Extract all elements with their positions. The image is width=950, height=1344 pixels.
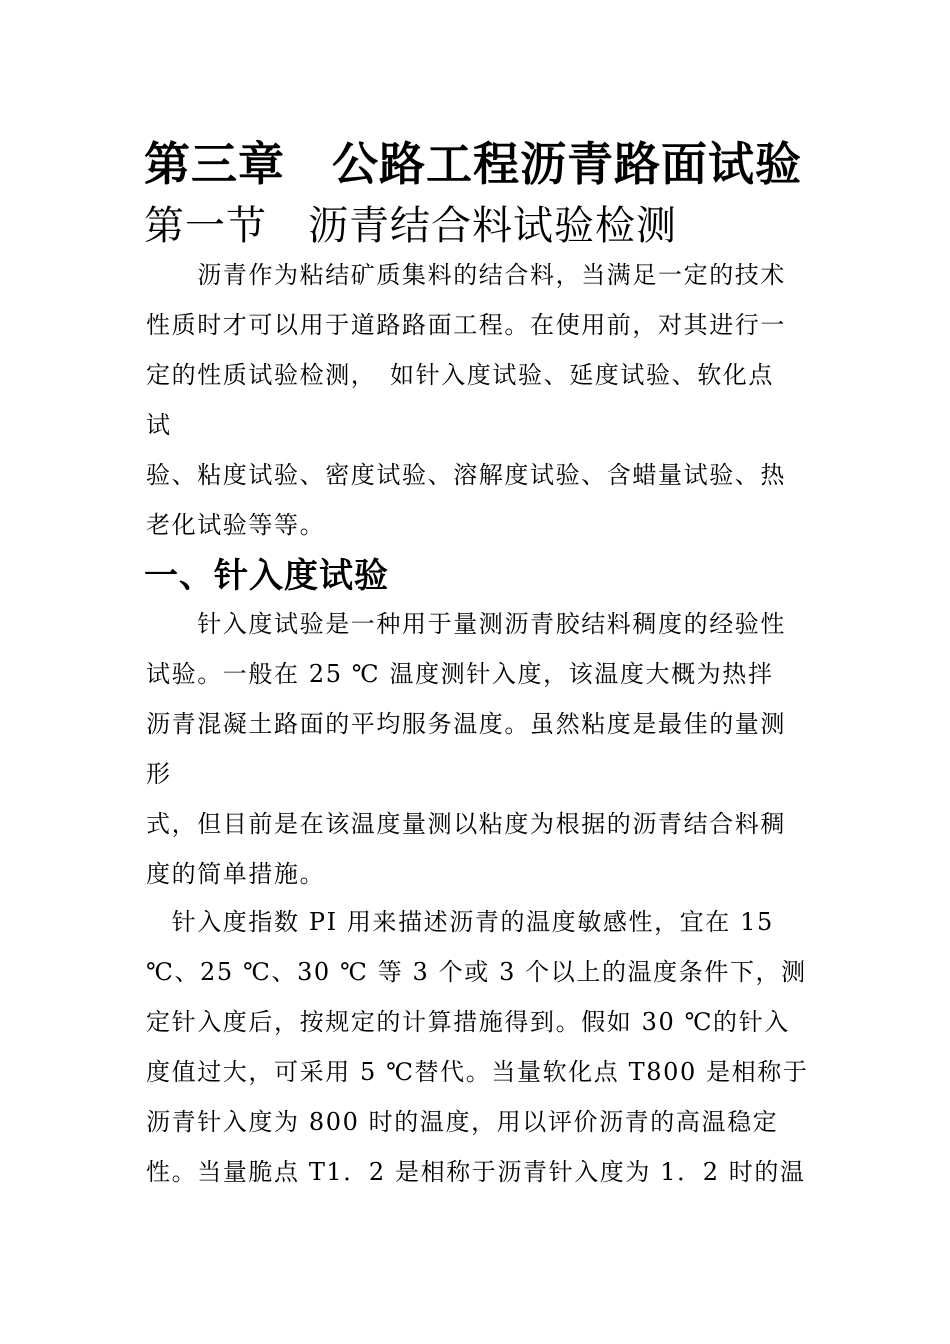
- paragraph-line: 形: [146, 760, 172, 788]
- paragraph-line: 试验。一般在 25 ℃ 温度测针入度，该温度大概为热拌: [146, 660, 774, 688]
- section-title: 第一节 沥青结合料试验检测: [144, 203, 677, 249]
- paragraph-line: 沥青混凝土路面的平均服务温度。虽然粘度是最佳的量测: [146, 710, 786, 738]
- paragraph-line: 式，但目前是在该温度量测以粘度为根据的沥青结合料稠: [146, 810, 786, 838]
- paragraph-line: 定针入度后，按规定的计算措施得到。假如 30 ℃的针入: [146, 1008, 790, 1036]
- chapter-title: 第三章 公路工程沥青路面试验: [144, 137, 802, 191]
- intro-line: 沥青作为粘结矿质集料的结合料，当满足一定的技术: [146, 261, 786, 289]
- intro-line: 老化试验等等。: [146, 511, 326, 539]
- paragraph-line: 针入度试验是一种用于量测沥青胶结料稠度的经验性: [146, 610, 786, 638]
- subsection-title: 一、针入度试验: [144, 556, 389, 596]
- paragraph-line: ℃、25 ℃、30 ℃ 等 3 个或 3 个以上的温度条件下，测: [146, 958, 807, 986]
- intro-line: 性质时才可以用于道路路面工程。在使用前，对其进行一: [146, 311, 786, 339]
- paragraph-line: 度值过大，可采用 5 ℃替代。当量软化点 T800 是相称于: [146, 1058, 809, 1086]
- paragraph-line: 沥青针入度为 800 时的温度，用以评价沥青的高温稳定: [146, 1108, 779, 1136]
- paragraph-line: 度的简单措施。: [146, 860, 326, 888]
- intro-line: 定的性质试验检测， 如针入度试验、延度试验、软化点: [146, 361, 774, 389]
- intro-line: 试: [146, 411, 172, 439]
- intro-line: 验、粘度试验、密度试验、溶解度试验、含蜡量试验、热: [146, 461, 786, 489]
- paragraph-line: 性。当量脆点 T1．2 是相称于沥青针入度为 1．2 时的温: [146, 1158, 806, 1186]
- paragraph-line: 针入度指数 PI 用来描述沥青的温度敏感性，宜在 15: [146, 908, 774, 936]
